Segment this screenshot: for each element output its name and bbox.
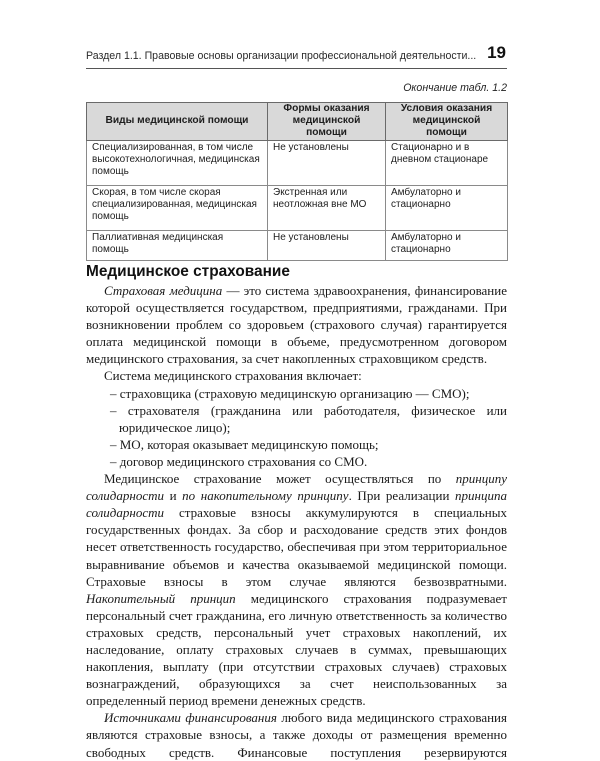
table-row — [87, 230, 508, 260]
table-cell: Стационарно и в дневном стационаре — [386, 140, 508, 185]
term-italic: по накопительному принципу — [182, 488, 349, 504]
header-rule — [86, 68, 507, 69]
table-cell: Паллиативная медицинская помощь — [87, 230, 268, 260]
table-header-cell: Формы оказания медицинской помощи — [268, 103, 386, 141]
page-number: 19 — [487, 43, 506, 62]
paragraph-intro: Система медицинского страхования включает: — [104, 368, 362, 384]
table-cell: Специализированная, в том числе высокотехнологичная, медицинская помощь — [87, 140, 268, 185]
paragraph-text: страховые взносы аккумулируются в специальных государственных фондах. За сбор и расходование средств этих фондов несет ответственность государство, обеспечивая при этом территориальное выравнивание объемов и качества оказываемой медицинской помощи. Страховые взносы в этом случае являются безвозвратными. — [86, 505, 507, 589]
term-italic: принципу солидарности — [86, 471, 507, 504]
table-cell: Экстренная или неотложная вне МО — [268, 185, 386, 230]
list-item: – договор медицинского страхования со СМО. — [110, 453, 368, 469]
term-italic: Источниками финансирования — [104, 710, 277, 726]
term-italic: принципа солидарности — [86, 488, 507, 521]
paragraph-text: . При реализации — [348, 488, 456, 504]
paragraph-sources — [86, 709, 507, 760]
list-item: – страховщика (страховую медицинскую организацию — СМО); — [110, 385, 470, 401]
paragraph-text: — это система здравоохранения, финансирование которой осуществляется государством, предприятиями, гражданами. При возникновении проблем со здоровьем (страхового случая) гарантируется оплата медицинской помощи в объеме, предусмотренном договором медицинского страхования, за счет накопленных страховщиком средств. — [86, 283, 507, 367]
table-cell: Амбулаторно и стационарно — [386, 230, 508, 260]
paragraph-principles — [86, 470, 507, 709]
table-header-cell: Условия оказания медицинской помощи — [386, 103, 508, 141]
section-heading: Медицинское страхование — [86, 263, 290, 280]
medical-care-table — [86, 102, 508, 261]
paragraph-definition — [86, 282, 507, 367]
running-header: Раздел 1.1. Правовые основы организации профессиональной деятельности... — [86, 50, 477, 62]
table-cell: Амбулаторно и стационарно — [386, 185, 508, 230]
term-italic: Накопительный принцип — [86, 590, 236, 606]
list-item: – страхователя (гражданина или работодателя, физическое или юридическое лицо); — [110, 402, 507, 435]
table-row — [87, 140, 508, 185]
paragraph-text: и — [163, 488, 183, 504]
table-row — [87, 185, 508, 230]
table-cell: Не установлены — [268, 230, 386, 260]
table-cell: Не установлены — [268, 140, 386, 185]
list-item: – МО, которая оказывает медицинскую помощь; — [110, 436, 379, 452]
paragraph-text: любого вида медицинского страхования являются страховые взносы, а также доходы от размещения временно свободных средств. Финансовые поступления резервируются — [86, 710, 507, 760]
table-header-cell: Виды медицинской помощи — [87, 103, 268, 141]
table-caption: Окончание табл. 1.2 — [403, 82, 507, 94]
paragraph-text: медицинского страхования подразумевает персональный счет гражданина, его личную ответственность за количество страховых средств, персональный учет страховых накоплений, их наследование, оплату страховых случаев в суммах, превышающих накопления, выплату (при отсутствии страховых случаев) страховых вознаграждений, образующихся за счет неиспользованных за определенный период времени денежных средств. — [86, 590, 507, 709]
table-header-row — [87, 103, 508, 141]
table-cell: Скорая, в том числе скорая специализированная, медицинская помощь — [87, 185, 268, 230]
paragraph-text: Медицинское страхование может осуществляться по — [104, 471, 456, 487]
term-italic: Страховая медицина — [104, 283, 223, 298]
body-text — [86, 282, 507, 761]
